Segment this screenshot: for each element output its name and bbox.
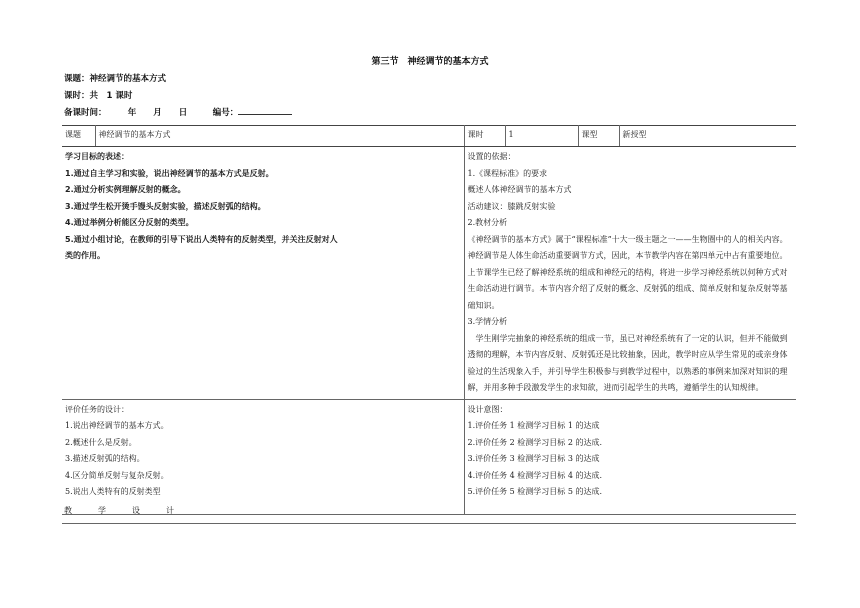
teaching-design-char: 学 <box>98 506 106 515</box>
basis-line: 活动建议：膝跳反射实验 <box>467 201 556 211</box>
intent-item: 1.评价任务 1 检测学习目标 1 的达成 <box>467 421 600 430</box>
objective-item: 4.通过举例分析能区分反射的类型。 <box>65 218 194 227</box>
basis-textbook-paragraph: 《神经调节的基本方式》属于“课程标准”十大一级主题之一——生物圈中的人的相关内容。神经调节是人体生命活动重要调节方式，因此，本节教学内容在第四单元中占有重要地位。上节课学生已经了解神经系统的组成和神经元的结构，将进一步学习神经系统以何种方式对生命活动进行调节。本节内容介绍了反射的概念、反射弧的组成、简单反射和复杂反射等基础知识。 <box>467 234 788 310</box>
number-blank-field <box>238 106 292 115</box>
teaching-design-char: 教 <box>64 506 72 515</box>
evaluation-item: 4.区分简单反射与复杂反射。 <box>65 470 169 480</box>
intent-item: 4.评价任务 4 检测学习目标 4 的达成. <box>467 470 603 480</box>
objective-item: 1.通过自主学习和实验，说出神经调节的基本方式是反射。 <box>65 168 274 178</box>
teaching-design-char: 计 <box>166 506 174 515</box>
objective-item: 3.通过学生松开烫手馒头反射实验，描述反射弧的结构。 <box>65 201 266 211</box>
meta-prep-time-label: 备课时间： 年 月 日 编号： <box>64 108 239 118</box>
basis-line: 3.学情分析 <box>467 317 508 326</box>
intent-heading: 设计意图： <box>467 404 508 414</box>
header-topic-label: 课题 <box>62 126 95 147</box>
basis-line: 概述人体神经调节的基本方式 <box>467 185 572 194</box>
teaching-design-char: 设 <box>132 506 140 515</box>
teaching-design-heading <box>64 505 200 516</box>
intent-item: 3.评价任务 3 检测学习目标 3 的达成 <box>467 454 600 463</box>
objective-item: 2.通过分析实例理解反射的概念。 <box>65 185 186 194</box>
evaluation-row <box>62 399 796 514</box>
basis-heading: 设置的依据： <box>467 152 516 161</box>
evaluation-item: 5.说出人类特有的反射类型 <box>65 487 161 496</box>
objectives-cell <box>62 147 464 400</box>
evaluation-heading: 评价任务的设计： <box>65 404 129 414</box>
intent-item: 5.评价任务 5 检测学习目标 5 的达成. <box>467 487 603 496</box>
evaluation-cell <box>62 399 464 514</box>
header-row <box>62 126 796 147</box>
meta-prep-time <box>64 106 292 118</box>
evaluation-item: 1.说出神经调节的基本方式。 <box>65 421 169 430</box>
evaluation-item: 3.描述反射弧的结构。 <box>65 454 145 463</box>
bottom-rule <box>62 523 796 524</box>
evaluation-item: 2.概述什么是反射。 <box>65 437 137 447</box>
header-hours-label: 课时 <box>464 126 505 147</box>
intent-cell <box>464 399 796 514</box>
header-type-value: 新授型 <box>619 126 796 147</box>
objectives-row <box>62 147 796 400</box>
basis-student-paragraph: 学生刚学完抽象的神经系统的组成一节，虽已对神经系统有了一定的认识，但并不能做到透彻的理解，本节内容反射、反射弧还是比较抽象，因此，教学时应从学生常见的或亲身体验过的生活现象入手，并引导学生积极参与到教学过程中，以熟悉的事例来加深对知识的理解，并用多种手段激发学生的求知欲，进而引起学生的共鸣，遵循学生的认知规律。 <box>467 333 788 392</box>
basis-line: 1.《课程标准》的要求 <box>467 168 548 178</box>
meta-hours: 课时：共 1 课时 <box>64 91 133 101</box>
header-type-label: 课型 <box>578 126 619 147</box>
header-hours-value: 1 <box>505 126 578 147</box>
basis-cell <box>464 147 796 400</box>
objective-item: 5.通过小组讨论，在教师的引导下说出人类特有的反射类型，并关注反射对人类的作用。 <box>65 234 338 260</box>
header-topic-value: 神经调节的基本方式 <box>95 126 464 147</box>
objectives-heading: 学习目标的表述： <box>65 152 129 161</box>
basis-line: 2.教材分析 <box>467 218 508 227</box>
intent-item: 2.评价任务 2 检测学习目标 2 的达成. <box>467 437 603 447</box>
meta-topic: 课题：神经调节的基本方式 <box>64 74 167 84</box>
page-title: 第三节 神经调节的基本方式 <box>371 57 489 67</box>
lesson-plan-table <box>62 125 796 515</box>
